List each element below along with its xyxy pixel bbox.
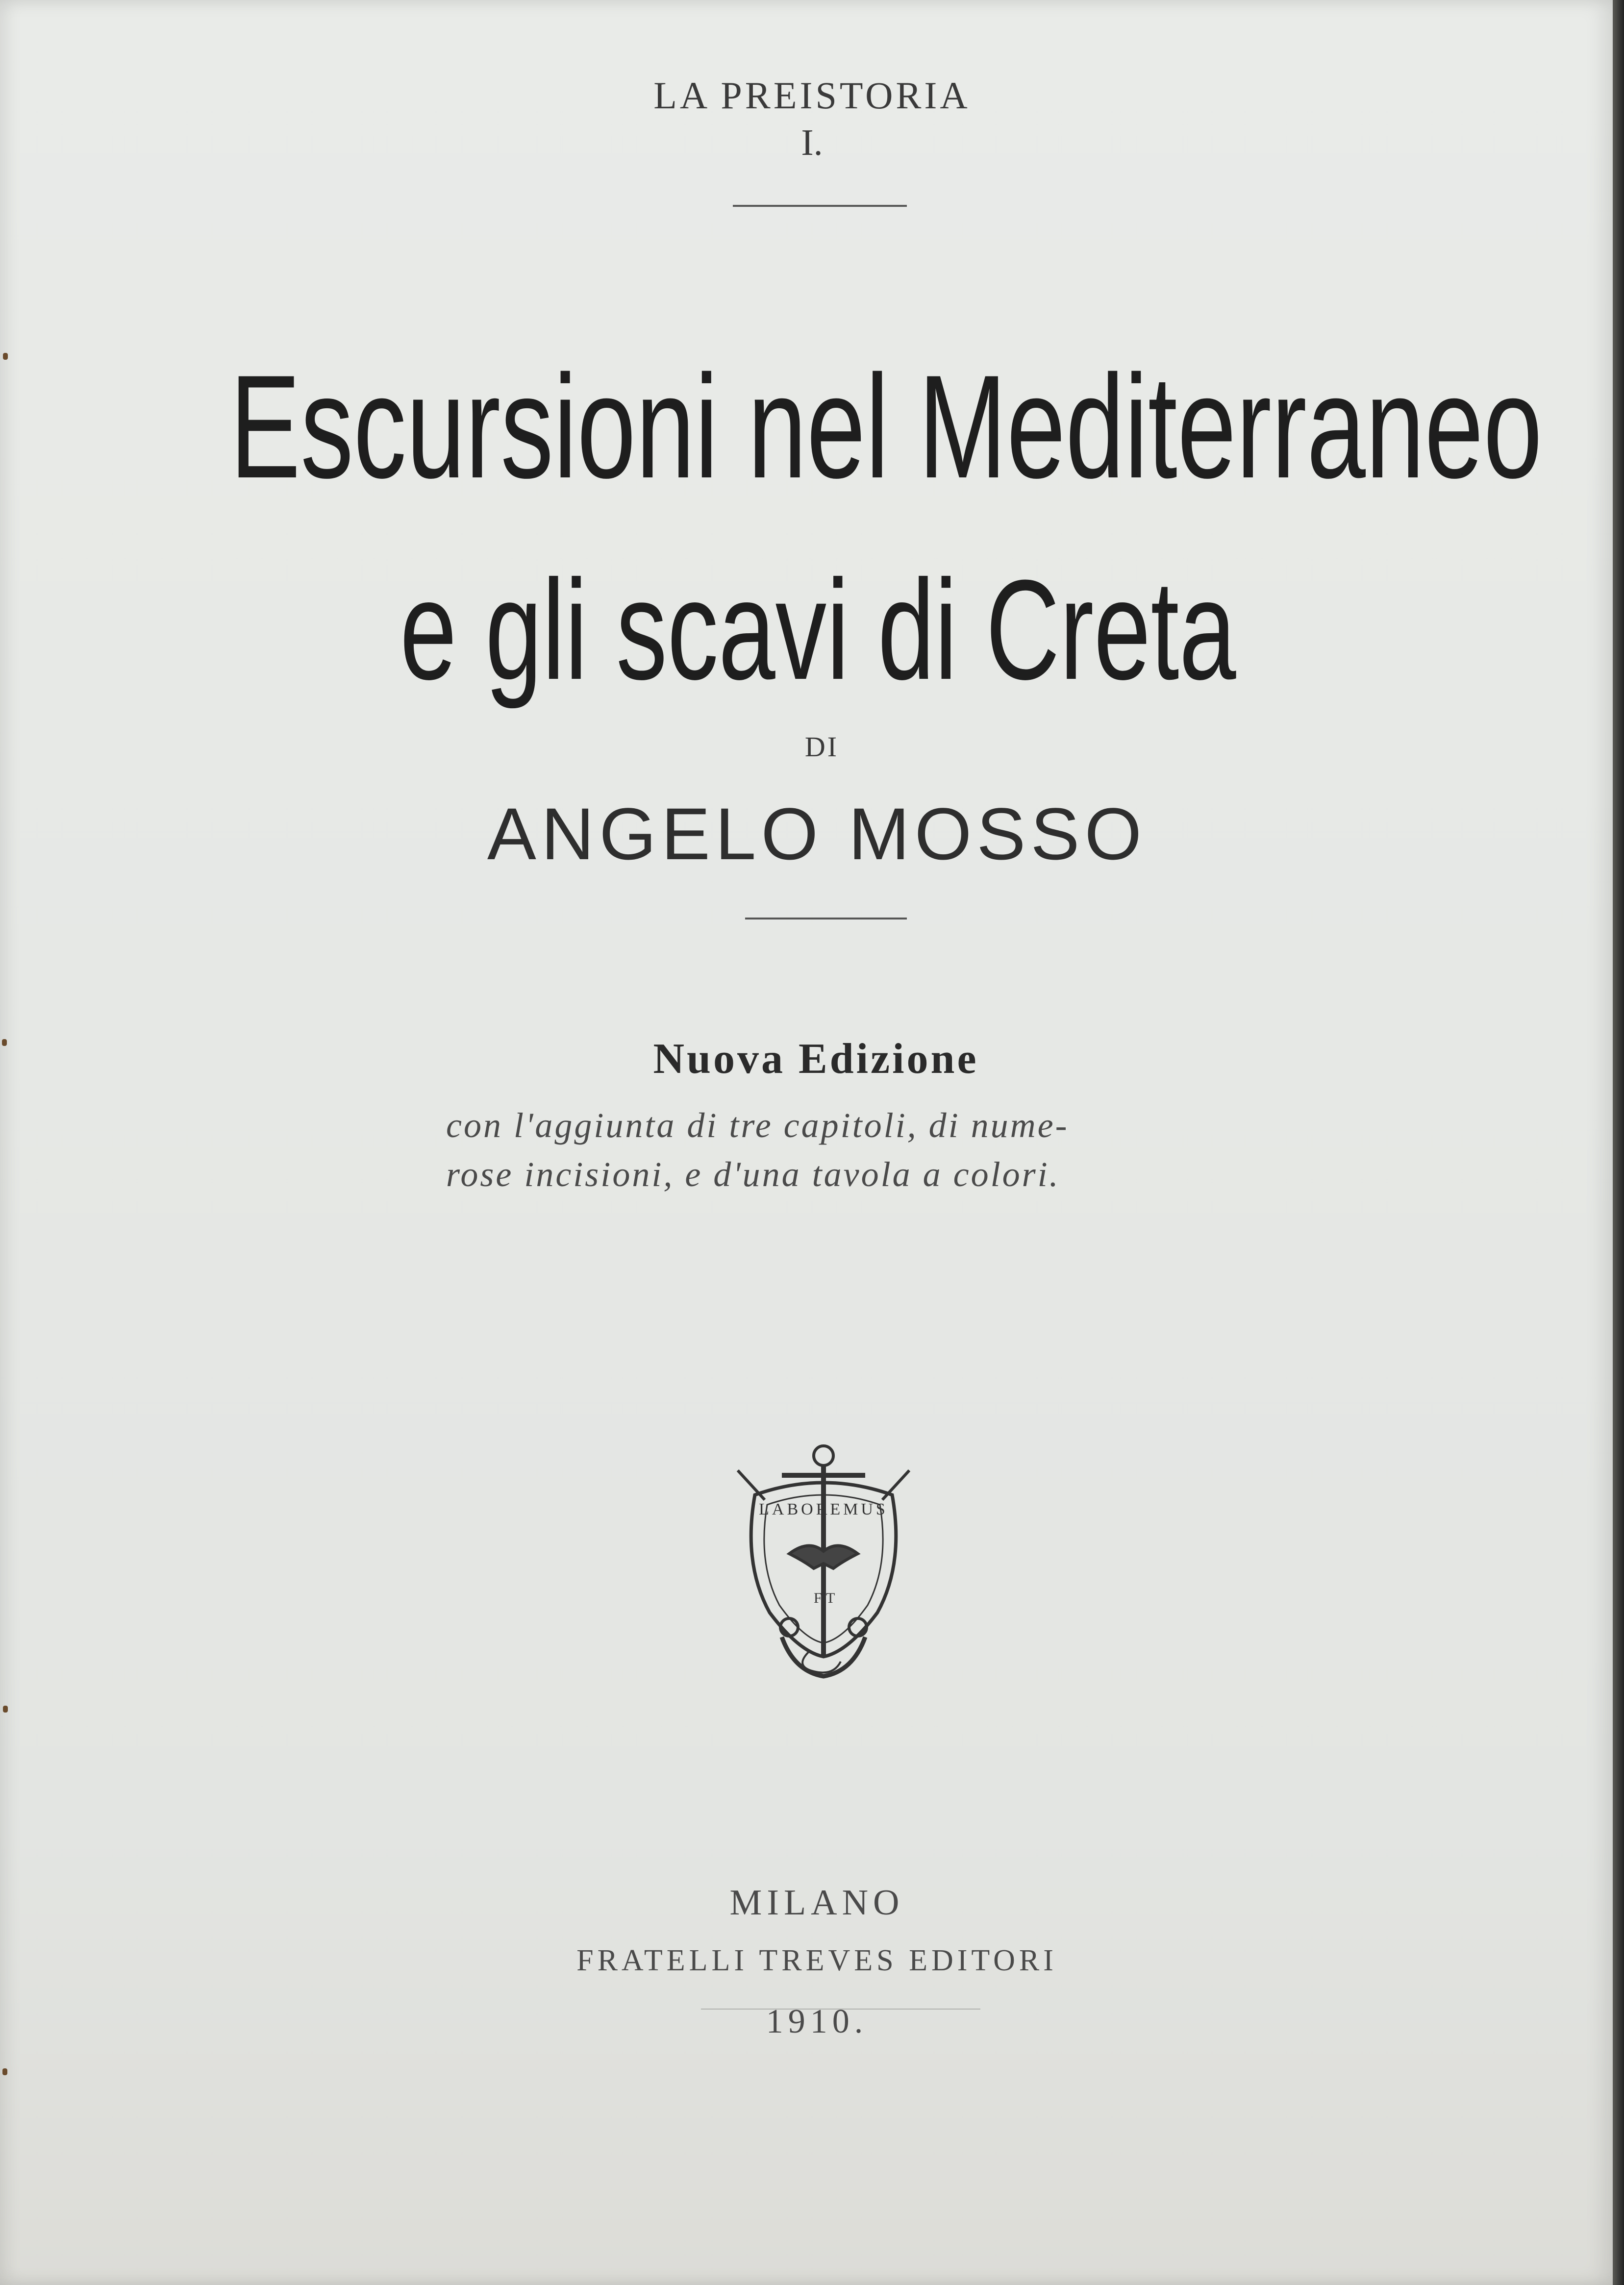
- paper-speck: [3, 1706, 8, 1713]
- imprint-year: 1910.: [766, 2003, 868, 2040]
- book-title-line-1: Escursioni nel Mediterraneo: [230, 344, 1543, 509]
- author-name: ANGELO MOSSO: [487, 793, 1147, 875]
- edition-description-line-2: rose incisioni, e d'una tavola a colori.: [446, 1155, 1060, 1194]
- paper-speck: [2, 1039, 7, 1046]
- paper-speck: [3, 353, 8, 360]
- device-monogram: F: [814, 1590, 822, 1606]
- edition-heading: Nuova Edizione: [653, 1035, 979, 1083]
- svg-text:T: T: [826, 1590, 835, 1606]
- paper-speck: [2, 2068, 7, 2075]
- imprint-city: MILANO: [729, 1883, 904, 1923]
- book-title-line-2: e gli scavi di Creta: [400, 550, 1236, 709]
- volume-number: I.: [801, 122, 823, 163]
- scan-edge: [1613, 0, 1624, 2285]
- imprint-publisher: FRATELLI TREVES EDITORI: [576, 1944, 1057, 1977]
- anchor-emblem-icon: [735, 1441, 912, 1686]
- divider-rule: [745, 918, 907, 919]
- edition-description-line-1: con l'aggiunta di tre capitoli, di nume-: [446, 1106, 1069, 1145]
- series-title: LA PREISTORIA: [653, 74, 971, 117]
- divider-rule: [733, 205, 907, 207]
- device-motto: LABOREMUS: [759, 1500, 888, 1518]
- byline-di: DI: [804, 731, 839, 763]
